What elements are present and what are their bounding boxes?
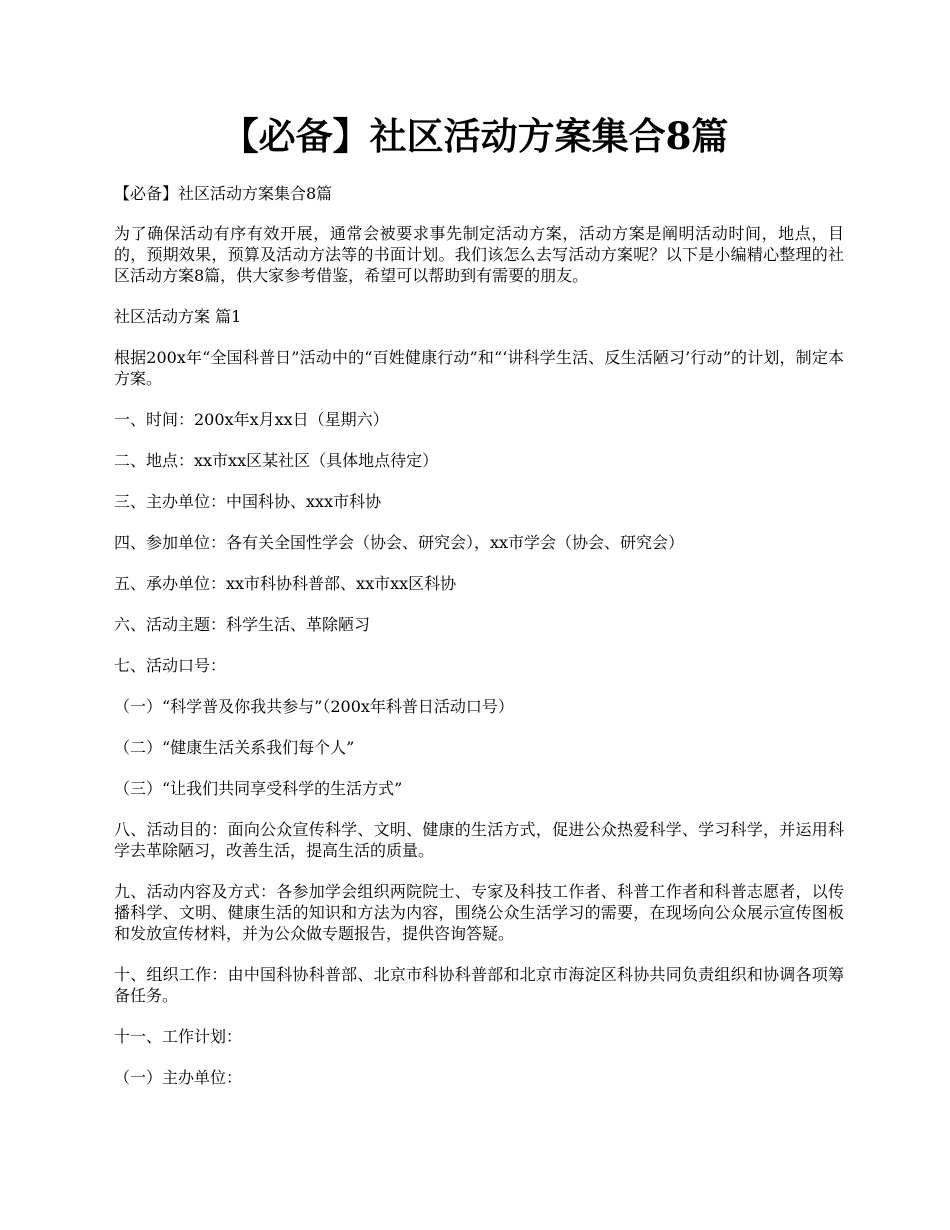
time-item: 一、时间：200x年x月xx日（星期六） [114,410,389,429]
organizer-item: 三、主办单位：中国科协、xxx市科协 [114,492,382,511]
intro-paragraph: 为了确保活动有序有效开展，通常会被要求事先制定活动方案，活动方案是阐明活动时间，地点，目的，预期效果，预算及活动方法等的书面计划。我们该怎么去写活动方案呢？以下是小编精心整理的社区活动方案8篇，供大家参考借鉴，希望可以帮助到有需要的朋友。 [114,224,844,285]
theme-item: 六、活动主题：科学生活、革除陋习 [114,615,371,634]
work-plan-heading: 十一、工作计划： [114,1027,243,1046]
organization-item: 十、组织工作：由中国科协科普部、北京市科协科普部和北京市海淀区科协共同负责组织和协调各项筹备任务。 [114,965,844,1005]
participants-item: 四、参加单位：各有关全国性学会（协会、研究会），xx市学会（协会、研究会） [114,533,685,552]
location-item: 二、地点：xx市xx区某社区（具体地点待定） [114,451,439,470]
document-title: 【必备】社区活动方案集合8篇 [221,114,729,158]
work-plan-item-1: （一）主办单位： [114,1068,243,1087]
content-item: 九、活动内容及方式：各参加学会组织两院院士、专家及科技工作者、科普工作者和科普志愿者，以传播科学、文明、健康生活的知识和方法为内容，围绕公众生活学习的需要，在现场向公众展示宣传图板和发放宣传材料，并为公众做专题报告，提供咨询答疑。 [114,882,844,943]
undertaker-item: 五、承办单位：xx市科协科普部、xx市xx区科协 [114,574,457,593]
purpose-item: 八、活动目的：面向公众宣传科学、文明、健康的生活方式，促进公众热爱科学、学习科学，并运用科学去革除陋习，改善生活，提高生活的质量。 [114,820,844,860]
slogan-item-3: （三）“让我们共同享受科学的生活方式” [114,779,403,798]
slogan-item-2: （二）“健康生活关系我们每个人” [114,738,355,757]
slogan-heading: 七、活动口号： [114,656,227,675]
slogan-item-1: （一）“科学普及你我共参与”（200x年科普日活动口号） [114,697,514,716]
plan-basis-paragraph: 根据200x年“全国科普日”活动中的“百姓健康行动”和“‘讲科学生活、反生活陋习’行动”的计划，制定本方案。 [114,348,844,388]
document-body [114,183,844,1108]
document-subtitle: 【必备】社区活动方案集合8篇 [114,184,333,203]
section-heading: 社区活动方案 篇1 [114,307,242,326]
